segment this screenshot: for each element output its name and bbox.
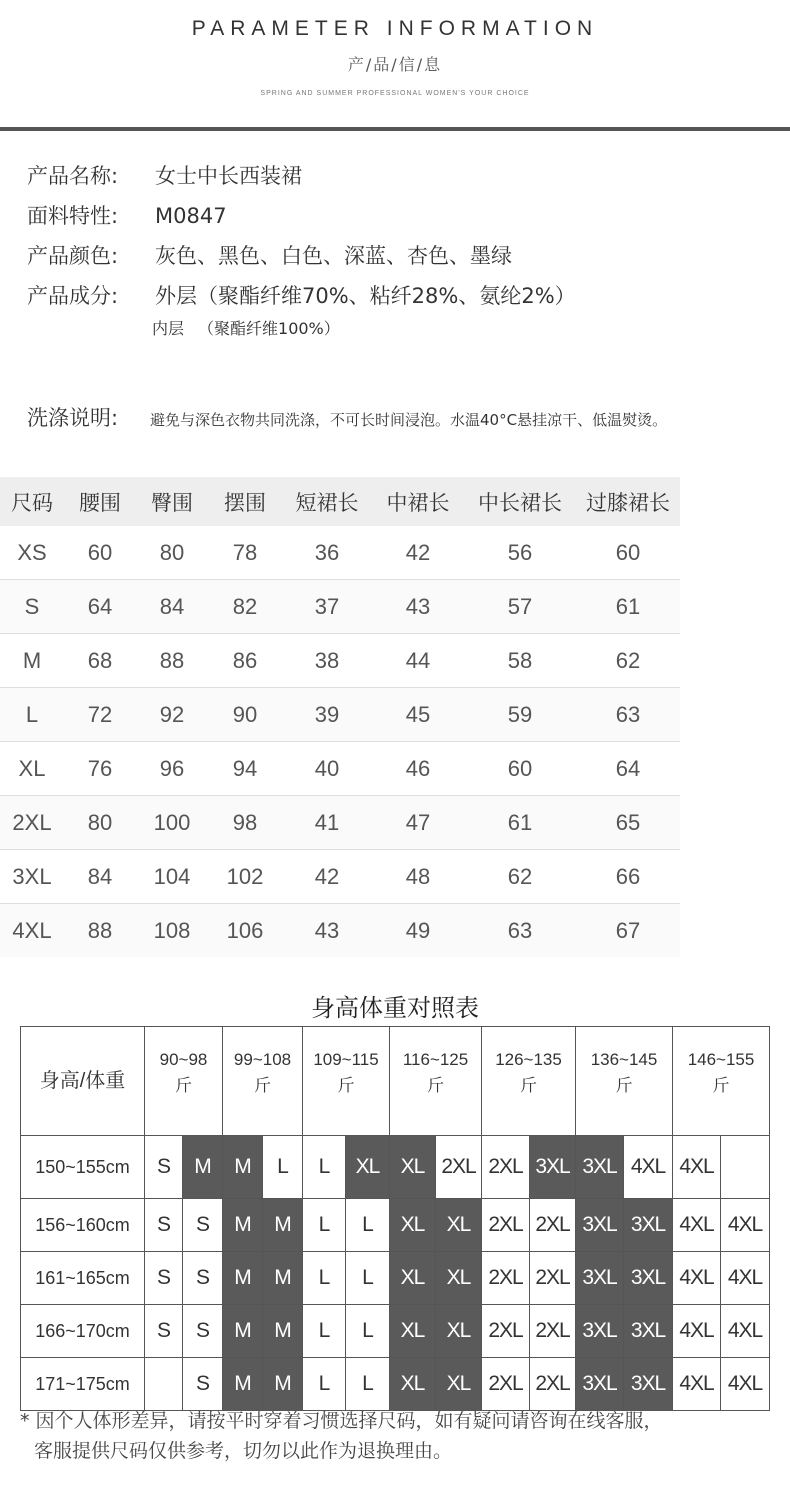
size-label-cell: XS <box>0 526 64 580</box>
table-cell: 56 <box>464 526 576 580</box>
info-label: 面料特性: <box>27 204 119 228</box>
hw-size-cell: S <box>183 1358 223 1411</box>
hw-weight-header <box>390 1027 482 1136</box>
table-cell: 42 <box>372 526 464 580</box>
hw-size-cell: 2XL <box>436 1136 482 1199</box>
size-label-cell: L <box>0 688 64 742</box>
hw-size-cell: 4XL <box>673 1358 721 1411</box>
hw-weight-header <box>576 1027 673 1136</box>
hw-size-cell: M <box>223 1305 263 1358</box>
hw-size-cell: S <box>145 1252 183 1305</box>
table-cell: 90 <box>208 688 282 742</box>
table-cell: 82 <box>208 580 282 634</box>
hw-size-cell: 3XL <box>576 1358 624 1411</box>
hw-chart-table <box>20 1026 770 1411</box>
hw-size-cell: XL <box>390 1136 436 1199</box>
info-label: 产品名称: <box>27 164 119 188</box>
table-cell: 37 <box>282 580 372 634</box>
wash-label: 洗涤说明: <box>27 406 119 430</box>
hw-size-cell: L <box>303 1199 346 1252</box>
hw-size-cell: 3XL <box>576 1305 624 1358</box>
hw-height-label: 161~165cm <box>21 1252 145 1305</box>
table-cell: 78 <box>208 526 282 580</box>
column-header: 过膝裙长 <box>576 477 680 526</box>
header-divider <box>0 127 790 131</box>
info-value: 外层（聚酯纤维70%、粘纤28%、氨纶2%） <box>155 284 576 308</box>
hw-size-cell: 4XL <box>721 1252 770 1305</box>
hw-size-cell: 2XL <box>482 1305 530 1358</box>
hw-size-cell: 3XL <box>576 1199 624 1252</box>
info-inner-label: 内层 <box>152 319 185 338</box>
table-cell: 39 <box>282 688 372 742</box>
hw-size-cell: L <box>303 1358 346 1411</box>
hw-size-cell: 2XL <box>482 1252 530 1305</box>
info-inner-layer <box>152 316 340 339</box>
info-value: 女士中长西装裙 <box>155 164 302 188</box>
hw-size-cell: M <box>183 1136 223 1199</box>
hw-size-cell: L <box>346 1305 390 1358</box>
hw-weight-header <box>223 1027 303 1136</box>
hw-size-cell: M <box>263 1358 303 1411</box>
info-colors <box>27 240 512 270</box>
hw-weight-header <box>303 1027 390 1136</box>
info-composition <box>27 280 576 310</box>
hw-row <box>21 1252 770 1305</box>
table-cell: 44 <box>372 634 464 688</box>
hw-size-cell: 2XL <box>482 1199 530 1252</box>
table-cell: 84 <box>64 850 136 904</box>
page-tagline: SPRING AND SUMMER PROFESSIONAL WOMEN'S YOUR CHOICE <box>260 90 530 97</box>
table-cell: 84 <box>136 580 208 634</box>
hw-height-label: 166~170cm <box>21 1305 145 1358</box>
column-header: 中长裙长 <box>464 477 576 526</box>
table-cell: 96 <box>136 742 208 796</box>
column-header: 中裙长 <box>372 477 464 526</box>
hw-weight-unit: 斤 <box>337 1076 355 1095</box>
table-cell: 62 <box>576 634 680 688</box>
size-label-cell: 4XL <box>0 904 64 958</box>
table-row <box>0 526 680 580</box>
hw-size-cell: S <box>145 1136 183 1199</box>
table-cell: 60 <box>464 742 576 796</box>
table-cell: 43 <box>282 904 372 958</box>
table-cell: 80 <box>64 796 136 850</box>
hw-size-cell: M <box>223 1199 263 1252</box>
hw-row <box>21 1358 770 1411</box>
hw-weight-range: 146~155 <box>687 1050 755 1069</box>
info-value: M0847 <box>155 204 227 228</box>
hw-size-cell: XL <box>390 1305 436 1358</box>
hw-size-cell: M <box>223 1136 263 1199</box>
hw-size-cell: 4XL <box>721 1199 770 1252</box>
hw-size-cell: 3XL <box>576 1136 624 1199</box>
hw-size-cell: XL <box>390 1199 436 1252</box>
table-cell: 60 <box>64 526 136 580</box>
hw-size-cell <box>721 1136 770 1199</box>
table-row <box>0 850 680 904</box>
hw-row <box>21 1305 770 1358</box>
hw-size-cell: 4XL <box>673 1199 721 1252</box>
hw-size-cell: M <box>223 1252 263 1305</box>
size-label-cell: 3XL <box>0 850 64 904</box>
hw-size-cell: 2XL <box>482 1136 530 1199</box>
table-cell: 43 <box>372 580 464 634</box>
hw-weight-range: 90~98 <box>159 1050 208 1069</box>
table-cell: 47 <box>372 796 464 850</box>
table-row <box>0 580 680 634</box>
hw-height-label: 156~160cm <box>21 1199 145 1252</box>
footnote-line: * 因个人体形差异，请按平时穿着习惯选择尺码，如有疑问请咨询在线客服， <box>20 1410 663 1432</box>
hw-size-cell: 3XL <box>576 1252 624 1305</box>
hw-size-cell: M <box>263 1305 303 1358</box>
table-cell: 98 <box>208 796 282 850</box>
info-value: 灰色、黑色、白色、深蓝、杏色、墨绿 <box>155 244 512 268</box>
hw-weight-range: 136~145 <box>590 1050 658 1069</box>
hw-size-cell: 2XL <box>530 1358 576 1411</box>
table-cell: 88 <box>136 634 208 688</box>
hw-size-cell: 4XL <box>624 1136 673 1199</box>
info-fabric <box>27 200 227 230</box>
table-cell: 63 <box>576 688 680 742</box>
hw-height-label: 171~175cm <box>21 1358 145 1411</box>
table-cell: 41 <box>282 796 372 850</box>
hw-header-row <box>21 1027 770 1136</box>
hw-size-cell: 3XL <box>624 1252 673 1305</box>
table-cell: 64 <box>64 580 136 634</box>
page-subtitle: 产/品/信/息 <box>347 55 443 74</box>
wash-value: 避免与深色衣物共同洗涤，不可长时间浸泡。水温40°C悬挂凉干、低温熨烫。 <box>150 411 668 429</box>
table-row <box>0 904 680 958</box>
hw-size-cell: XL <box>346 1136 390 1199</box>
table-cell: 94 <box>208 742 282 796</box>
hw-weight-unit: 斤 <box>427 1076 445 1095</box>
hw-weight-unit: 斤 <box>175 1076 192 1095</box>
table-cell: 64 <box>576 742 680 796</box>
hw-weight-header <box>673 1027 770 1136</box>
page-title: PARAMETER INFORMATION <box>191 17 599 40</box>
info-product-name <box>27 160 302 190</box>
hw-size-cell: L <box>303 1305 346 1358</box>
hw-weight-unit: 斤 <box>615 1076 633 1095</box>
hw-size-cell: 4XL <box>673 1136 721 1199</box>
hw-weight-range: 126~135 <box>495 1050 562 1069</box>
size-table <box>0 477 680 957</box>
table-cell: 106 <box>208 904 282 958</box>
hw-weight-header <box>482 1027 576 1136</box>
hw-size-cell: 4XL <box>721 1305 770 1358</box>
hw-height-label: 150~155cm <box>21 1136 145 1199</box>
table-cell: 80 <box>136 526 208 580</box>
table-cell: 49 <box>372 904 464 958</box>
column-header: 短裙长 <box>282 477 372 526</box>
hw-size-cell: L <box>346 1358 390 1411</box>
table-cell: 92 <box>136 688 208 742</box>
column-header: 臀围 <box>136 477 208 526</box>
table-cell: 46 <box>372 742 464 796</box>
table-cell: 59 <box>464 688 576 742</box>
table-cell: 60 <box>576 526 680 580</box>
hw-size-cell: 2XL <box>482 1358 530 1411</box>
size-table-header <box>0 477 680 526</box>
hw-row <box>21 1199 770 1252</box>
hw-size-cell: 4XL <box>673 1252 721 1305</box>
table-cell: 66 <box>576 850 680 904</box>
hw-chart-title: 身高体重对照表 <box>311 994 479 1022</box>
info-wash <box>27 402 667 432</box>
size-label-cell: M <box>0 634 64 688</box>
column-header: 腰围 <box>64 477 136 526</box>
table-cell: 42 <box>282 850 372 904</box>
hw-size-cell: L <box>303 1136 346 1199</box>
hw-size-cell: S <box>183 1199 223 1252</box>
hw-weight-unit: 斤 <box>712 1076 730 1095</box>
table-row <box>0 634 680 688</box>
hw-size-cell: 3XL <box>624 1199 673 1252</box>
hw-weight-range: 109~115 <box>313 1050 379 1069</box>
hw-size-cell: 4XL <box>673 1305 721 1358</box>
table-cell: 40 <box>282 742 372 796</box>
table-cell: 76 <box>64 742 136 796</box>
hw-size-cell: S <box>145 1305 183 1358</box>
size-label-cell: XL <box>0 742 64 796</box>
table-cell: 88 <box>64 904 136 958</box>
table-cell: 102 <box>208 850 282 904</box>
hw-size-cell: S <box>145 1199 183 1252</box>
column-header: 尺码 <box>0 477 64 526</box>
size-label-cell: 2XL <box>0 796 64 850</box>
hw-size-cell: XL <box>436 1358 482 1411</box>
table-cell: 108 <box>136 904 208 958</box>
hw-size-cell: L <box>263 1136 303 1199</box>
table-cell: 45 <box>372 688 464 742</box>
hw-corner: 身高/体重 <box>21 1027 145 1136</box>
size-label-cell: S <box>0 580 64 634</box>
hw-size-cell: L <box>346 1199 390 1252</box>
table-cell: 61 <box>576 580 680 634</box>
table-cell: 58 <box>464 634 576 688</box>
hw-weight-range: 99~108 <box>233 1050 292 1069</box>
hw-size-cell: XL <box>436 1199 482 1252</box>
hw-size-cell: 3XL <box>530 1136 576 1199</box>
hw-size-cell: 3XL <box>624 1305 673 1358</box>
table-cell: 104 <box>136 850 208 904</box>
hw-size-cell: M <box>263 1199 303 1252</box>
hw-size-cell: 3XL <box>624 1358 673 1411</box>
footnote <box>20 1406 663 1466</box>
table-row <box>0 796 680 850</box>
hw-size-cell: 2XL <box>530 1199 576 1252</box>
table-cell: 62 <box>464 850 576 904</box>
hw-size-cell: 4XL <box>721 1358 770 1411</box>
table-cell: 48 <box>372 850 464 904</box>
hw-size-cell: XL <box>390 1252 436 1305</box>
info-label: 产品成分: <box>27 284 119 308</box>
hw-weight-unit: 斤 <box>254 1076 271 1095</box>
footnote-line: 客服提供尺码仅供参考，切勿以此作为退换理由。 <box>34 1440 453 1462</box>
hw-row <box>21 1136 770 1199</box>
hw-weight-range: 116~125 <box>402 1050 469 1069</box>
table-cell: 100 <box>136 796 208 850</box>
hw-weight-header <box>145 1027 223 1136</box>
hw-size-cell: S <box>183 1252 223 1305</box>
table-cell: 36 <box>282 526 372 580</box>
hw-size-cell: S <box>183 1305 223 1358</box>
hw-size-cell: L <box>346 1252 390 1305</box>
hw-size-cell <box>145 1358 183 1411</box>
hw-size-cell: XL <box>436 1252 482 1305</box>
table-row <box>0 742 680 796</box>
info-inner-value: （聚酯纤维100%） <box>198 319 340 338</box>
hw-size-cell: M <box>263 1252 303 1305</box>
hw-size-cell: 2XL <box>530 1305 576 1358</box>
table-cell: 68 <box>64 634 136 688</box>
column-header: 摆围 <box>208 477 282 526</box>
hw-weight-unit: 斤 <box>520 1076 538 1095</box>
hw-size-cell: XL <box>436 1305 482 1358</box>
table-cell: 72 <box>64 688 136 742</box>
table-cell: 63 <box>464 904 576 958</box>
table-row <box>0 688 680 742</box>
table-cell: 57 <box>464 580 576 634</box>
table-cell: 65 <box>576 796 680 850</box>
hw-size-cell: XL <box>390 1358 436 1411</box>
hw-size-cell: L <box>303 1252 346 1305</box>
hw-size-cell: 2XL <box>530 1252 576 1305</box>
table-cell: 86 <box>208 634 282 688</box>
info-label: 产品颜色: <box>27 244 119 268</box>
hw-size-cell: M <box>223 1358 263 1411</box>
table-cell: 38 <box>282 634 372 688</box>
table-cell: 61 <box>464 796 576 850</box>
table-cell: 67 <box>576 904 680 958</box>
